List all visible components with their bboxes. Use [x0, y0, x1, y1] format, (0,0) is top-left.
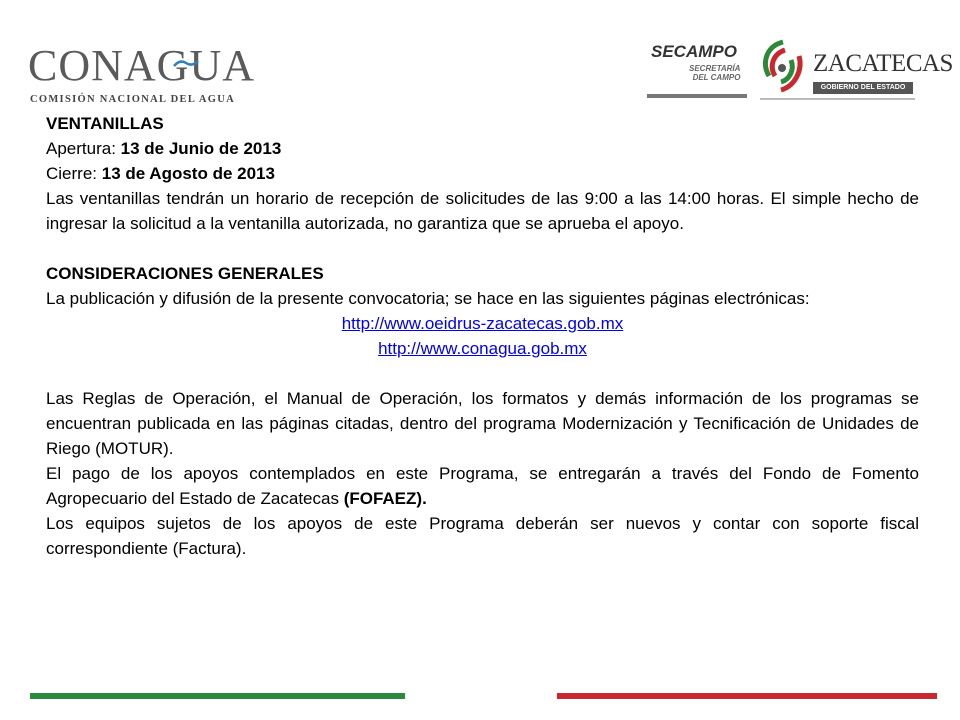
secampo-bar	[647, 94, 747, 98]
conagua-subtitle: COMISIÓN NACIONAL DEL AGUA	[30, 94, 236, 105]
logo-underline	[760, 98, 915, 100]
secampo-subtitle-line2: DEL CAMPO	[692, 73, 741, 82]
conagua-link[interactable]: http://www.conagua.gob.mx	[378, 339, 587, 358]
cierre-line	[46, 161, 919, 186]
pago-text: El pago de los apoyos contemplados en este Programa, se entregarán a través del Fondo de Fomento Agropecuario del Estado de Zacatecas	[46, 464, 919, 508]
footer-red-bar	[557, 693, 937, 699]
apertura-date: 13 de Junio de 2013	[120, 139, 282, 158]
fofaez-acronym: (FOFAEZ).	[343, 489, 427, 508]
ventanillas-paragraph: Las ventanillas tendrán un horario de recepción de solicitudes de las 9:00 a las 14:00 horas. El simple hecho de ingresar la solicitud a la ventanilla autorizada, no garantiza que se aprueba el apoyo.	[46, 189, 919, 233]
reglas-paragraph: Las Reglas de Operación, el Manual de Operación, los formatos y demás información de los programas se encuentran publicada en las páginas citadas, dentro del programa Modernización y Tecnificación de Unidades de Riego (MOTUR).	[46, 389, 919, 458]
pago-paragraph	[46, 461, 919, 511]
consideraciones-heading: CONSIDERACIONES GENERALES	[46, 264, 324, 283]
footer-green-bar	[30, 693, 405, 699]
conagua-brand: CONAGUA	[28, 41, 255, 90]
publication-intro: La publicación y difusión de la presente convocatoria; se hace en las siguientes páginas electrónicas:	[46, 289, 810, 308]
cierre-date: 13 de Agosto de 2013	[101, 164, 275, 183]
secampo-subtitle	[689, 64, 740, 82]
zacatecas-name: ZACATECAS	[813, 50, 953, 77]
water-wave-icon	[173, 58, 199, 68]
secampo-subtitle-line1: SECRETARÍA	[689, 64, 741, 73]
zacatecas-subtitle: GOBIERNO DEL ESTADO	[820, 84, 906, 91]
secampo-name: SECAMPO	[651, 42, 737, 61]
zacatecas-subtitle-bar	[813, 82, 913, 94]
apertura-label: Apertura:	[46, 139, 121, 158]
secampo-zacatecas-logo	[645, 34, 953, 104]
cierre-label: Cierre:	[46, 164, 102, 183]
secampo-logo	[645, 34, 750, 100]
ventanillas-heading: VENTANILLAS	[46, 114, 164, 133]
equipos-paragraph: Los equipos sujetos de los apoyos de este Programa deberán ser nuevos y contar con soporte fiscal correspondiente (Factura).	[46, 514, 919, 558]
zacatecas-emblem-icon	[755, 36, 811, 98]
apertura-line	[46, 136, 919, 161]
document-body	[46, 111, 919, 561]
conagua-logo	[28, 41, 268, 108]
oeidrus-link[interactable]: http://www.oeidrus-zacatecas.gob.mx	[341, 314, 624, 333]
